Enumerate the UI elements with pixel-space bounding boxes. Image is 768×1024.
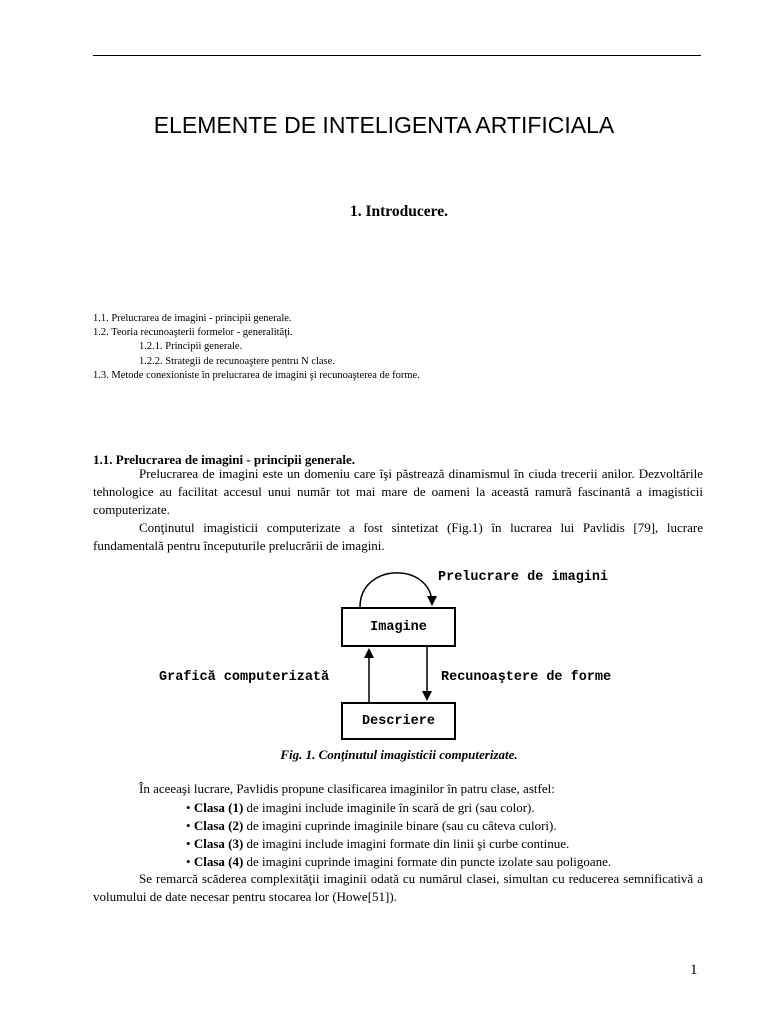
class-label: Clasa (4) (193, 854, 244, 869)
paragraph-pavlidis: Conţinutul imagisticii computerizate a fost sintetizat (Fig.1) în lucrarea lui Pavlidis [79], lucrare fundamentală pentru începuturile prelucrării de imagini. (93, 520, 703, 553)
class-list (186, 799, 611, 871)
bullet-icon: • (186, 854, 191, 869)
figure-diagram (0, 560, 768, 750)
bullet-icon: • (186, 818, 191, 833)
figure-caption: Fig. 1. Conţinutul imagisticii computerizate. (280, 747, 518, 762)
class-label: Clasa (2) (193, 818, 244, 833)
left-arrow-label: Grafică computerizată (159, 670, 330, 685)
paragraph-intro: Prelucrarea de imagini este un domeniu care îşi păstrează dinamismul în ciuda trecerii anilor. Dezvoltările tehnologice au facilitat accesul unui număr tot mai mare de oameni la această ramură fascinantă a imagisticii computerizate. (93, 466, 703, 517)
paragraph-classes: În aceeaşi lucrare, Pavlidis propune clasificarea imaginilor în patru clase, astfel: (139, 781, 555, 796)
class-description: de imagini cuprinde imaginile binare (sau cu câteva culori). (243, 818, 557, 833)
class-label: Clasa (3) (193, 836, 244, 851)
paragraph-complexity: Se remarcă scăderea complexităţii imaginii odată cu numărul clasei, simultan cu reducerea semnificativă a volumului de date necesar pentru stocarea lor (Howe[51]). (93, 871, 703, 904)
page-number: 1 (690, 962, 698, 978)
header-rule (93, 55, 701, 56)
document-title: ELEMENTE DE INTELIGENTA ARTIFICIALA (153, 112, 615, 138)
toc-subitem: 1.2.2. Strategii de recunoaştere pentru N clase. (139, 355, 335, 367)
toc-subitem: 1.2.1. Principii generale. (139, 341, 243, 353)
toc-item: 1.2. Teoria recunoaşterii formelor - generalităţi. (93, 327, 293, 339)
class-description: de imagini include imagini formate din linii şi curbe continue. (243, 836, 570, 851)
list-item (186, 799, 611, 817)
table-of-contents (93, 312, 420, 383)
toc-item: 1.3. Metode conexioniste în prelucrarea de imagini şi recunoaşterea de forme. (93, 369, 420, 381)
loop-label: Prelucrare de imagini (438, 570, 609, 585)
class-label: Clasa (1) (193, 800, 244, 815)
descriere-box: Descriere (341, 702, 456, 740)
loop-arrow (360, 573, 432, 607)
chapter-heading: 1. Introducere. (349, 203, 449, 220)
list-item (186, 853, 611, 871)
toc-item: 1.1. Prelucrarea de imagini - principii generale. (93, 313, 292, 324)
list-item (186, 835, 611, 853)
bullet-icon: • (186, 800, 191, 815)
class-description: de imagini include imaginile în scară de gri (sau color). (243, 800, 535, 815)
section-heading: 1.1. Prelucrarea de imagini - principii generale. (93, 452, 356, 467)
list-item (186, 817, 611, 835)
right-arrow-label: Recunoaştere de forme (441, 670, 612, 685)
imagine-box: Imagine (341, 607, 456, 647)
bullet-icon: • (186, 836, 191, 851)
class-description: de imagini cuprinde imagini formate din puncte izolate sau poligoane. (243, 854, 612, 869)
